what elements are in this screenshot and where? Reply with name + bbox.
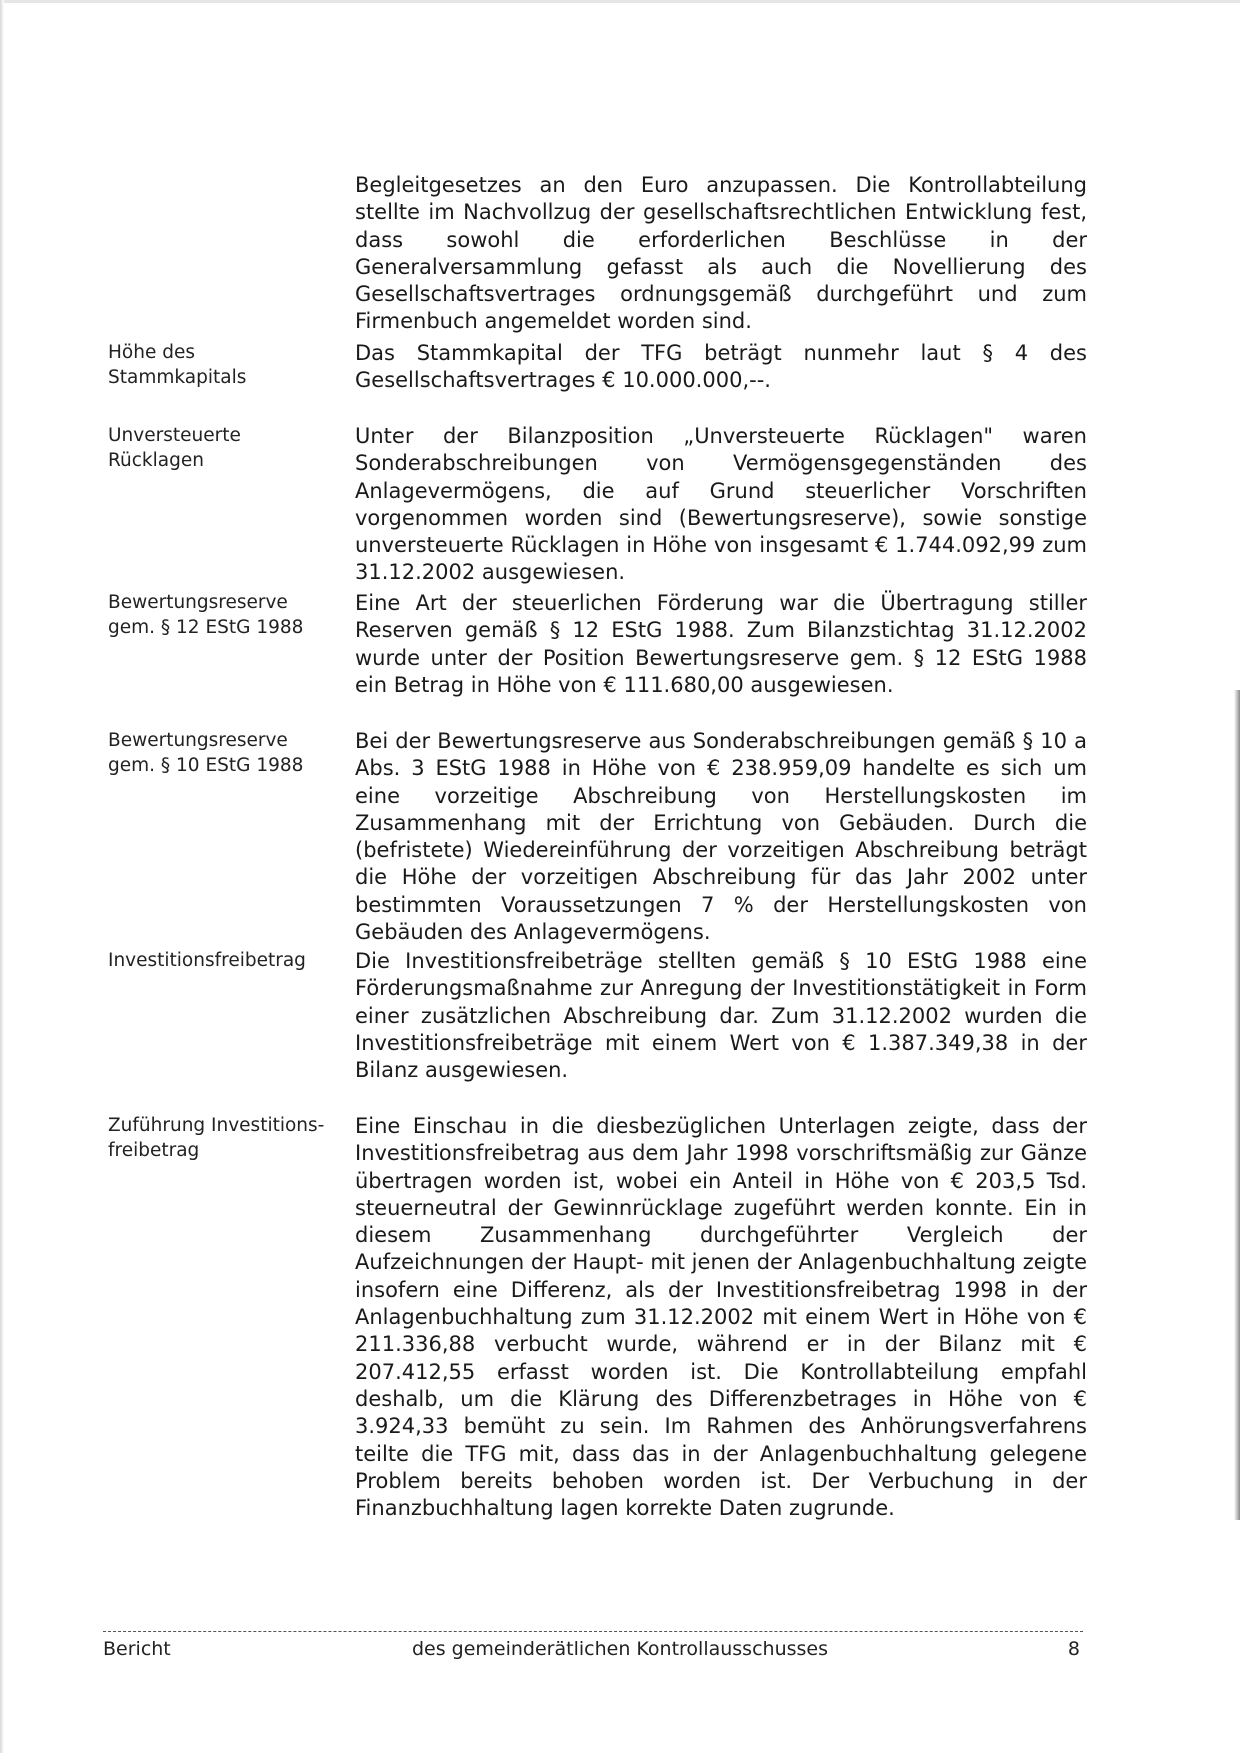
scan-shadow-left [0, 0, 4, 1753]
scan-shadow-right [1234, 690, 1240, 1520]
paragraph-body: Eine Einschau in die diesbezüglichen Unterlagen zeigte, dass der Investitionsfreibetrag aus dem Jahr 1998 vorschriftsmäßig zur Gänze übertragen worden ist, wobei ein Anteil in Höhe von € 203,5 Tsd. steuerneutral der Gewinnrücklage zugeführt werden konnte. Ein in diesem Zusammenhang durchgeführter Vergleich der Aufzeichnungen der Haupt- mit jenen der Anlagenbuchhaltung zeigte insofern eine Differenz, als der Investitionsfreibetrag 1998 in der Anlagenbuchhaltung zum 31.12.2002 mit einem Wert in Höhe von € 211.336,88 verbucht wurde, während er in der Bilanz mit € 207.412,55 erfasst worden ist. Die Kontrollabteilung empfahl deshalb, um die Klärung des Differenzbetrages in Höhe von € 3.924,33 bemüht zu sein. Im Rahmen des Anhörungsverfahrens teilte die TFG mit, dass das in der Anlagenbuchhaltung gelegene Problem bereits behoben worden ist. Der Verbuchung in der Finanzbuchhaltung lagen korrekte Daten zugrunde. [355, 1114, 1087, 1521]
margin-note: Unversteuerte Rücklagen [108, 425, 241, 471]
margin-note: Bewertungsreserve gem. § 10 EStG 1988 [108, 730, 304, 776]
footer-divider [103, 1631, 1083, 1632]
paragraph-body: Bei der Bewertungsreserve aus Sonderabschreibungen gemäß § 10 a Abs. 3 EStG 1988 in Höhe von € 238.959,09 handelte es sich um eine vorzeitige Abschreibung von Herstellungskosten im Zusammenhang mit der Errichtung von Gebäuden. Durch die (befristete) Wiedereinführung der vorzeitigen Abschreibung beträgt die Höhe der vorzeitigen Abschreibung für das Jahr 2002 unter bestimmten Voraussetzungen 7 % der Herstellungskosten von Gebäuden des Anlagevermögens. [355, 729, 1087, 945]
margin-note: Bewertungsreserve gem. § 12 EStG 1988 [108, 592, 304, 638]
paragraph-body: Das Stammkapital der TFG beträgt nunmehr laut § 4 des Gesellschaftsvertrages € 10.000.000,--. [355, 341, 1087, 393]
page-number: 8 [1067, 1638, 1080, 1660]
footer-report-label: Bericht [103, 1638, 171, 1660]
paragraph-body: Eine Art der steuerlichen Förderung war die Übertragung stiller Reserven gemäß § 12 EStG 1988. Zum Bilanzstichtag 31.12.2002 wurde unter der Position Bewertungsreserve gem. § 12 EStG 1988 ein Betrag in Höhe von € 111.680,00 ausgewiesen. [355, 591, 1087, 697]
paragraph-body: Die Investitionsfreibeträge stellten gemäß § 10 EStG 1988 eine Förderungsmaßnahme zur Anregung der Investitionstätigkeit in Form einer zusätzlichen Abschreibung dar. Zum 31.12.2002 wurden die Investitionsfreibeträge mit einem Wert von € 1.387.349,38 in der Bilanz ausgewiesen. [355, 949, 1087, 1083]
margin-note: Investitionsfreibetrag [108, 950, 306, 971]
margin-note: Höhe des Stammkapitals [108, 342, 247, 388]
paragraph-body: Begleitgesetzes an den Euro anzupassen. Die Kontrollabteilung stellte im Nachvollzug der gesellschaftsrechtlichen Entwicklung fest, dass sowohl die erforderlichen Beschlüsse in der Generalversammlung gefasst als auch die Novellierung des Gesellschaftsvertrages ordnungsgemäß durchgeführt und zum Firmenbuch angemeldet worden sind. [355, 173, 1087, 334]
paragraph-body: Unter der Bilanzposition „Unversteuerte Rücklagen" waren Sonderabschreibungen von Vermögensgegenständen des Anlagevermögens, die auf Grund steuerlicher Vorschriften vorgenommen worden sind (Bewertungsreserve), sowie sonstige unversteuerte Rücklagen in Höhe von insgesamt € 1.744.092,99 zum 31.12.2002 ausgewiesen. [355, 424, 1087, 585]
scan-border-top [0, 0, 1240, 3]
footer-committee-label: des gemeinderätlichen Kontrollausschusses [411, 1638, 829, 1660]
margin-note: Zuführung Investitionsfreibetrag [108, 1115, 325, 1161]
